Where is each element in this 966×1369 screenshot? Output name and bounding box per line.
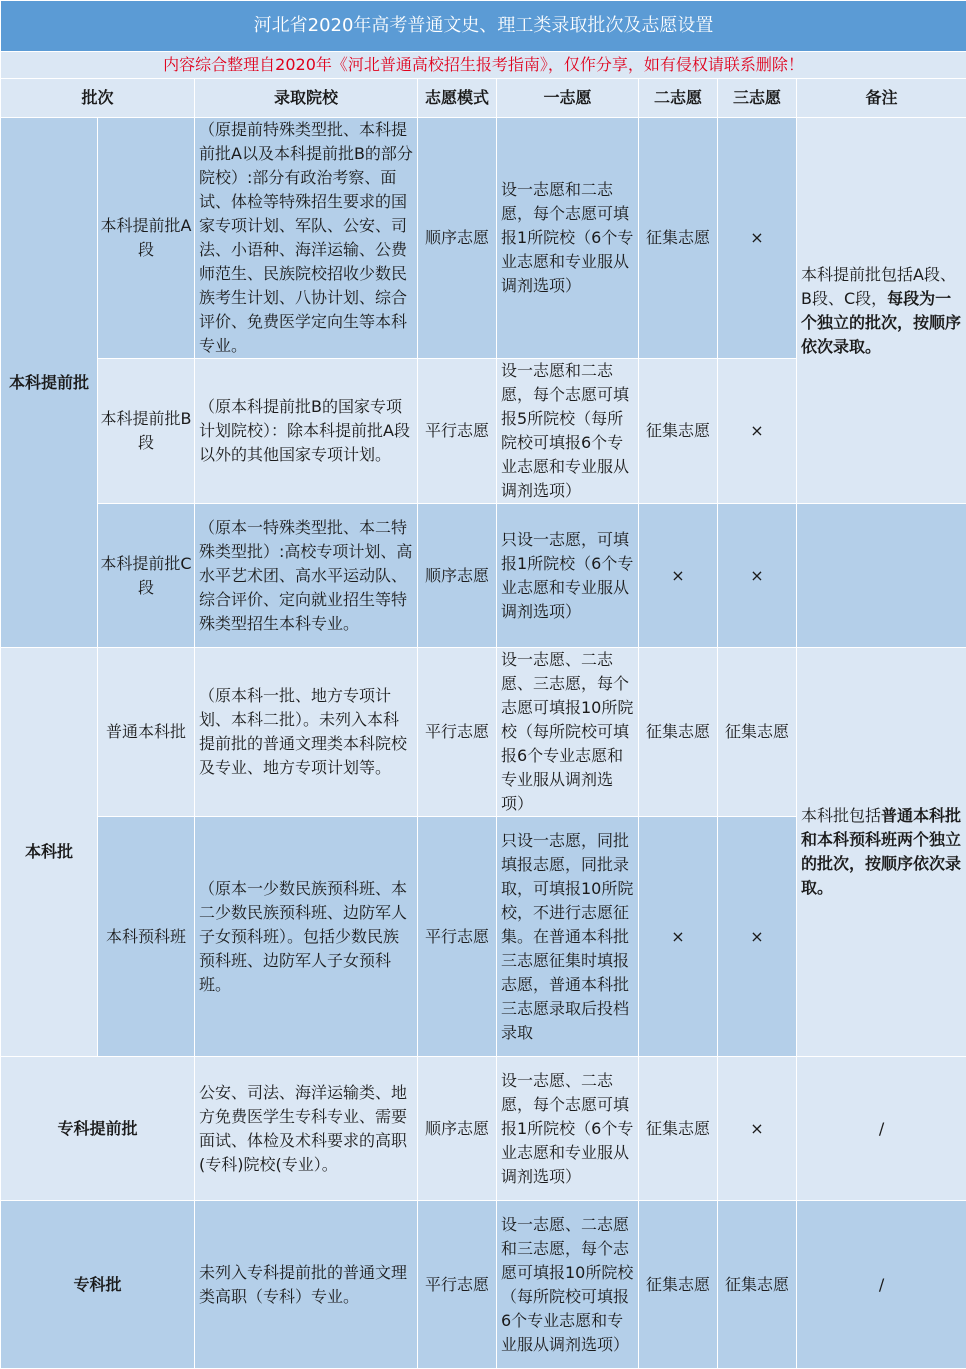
table-row: [1, 648, 966, 817]
first-choice-cell: 设一志愿、二志愿和三志愿，每个志愿可填报10所院校（每所院校可填报6个专业志愿和专业服从调剂选项）: [497, 1201, 639, 1369]
schools-cell: 公安、司法、海洋运输类、地方免费医学生专科专业、需要面试、体检及术科要求的高职(专科)院校(专业）。: [195, 1057, 418, 1201]
source-notice: 内容综合整理自2020年《河北普通高校招生报考指南》，仅作分享，如有侵权请联系删除！: [1, 52, 966, 79]
header-second-choice: 二志愿: [639, 79, 718, 118]
third-choice-cell: ×: [718, 1057, 797, 1201]
mode-cell: 平行志愿: [418, 648, 497, 817]
note-empty-cell: [797, 504, 966, 648]
table-header-row: [1, 79, 966, 118]
third-choice-cell: ×: [718, 359, 797, 504]
third-choice-cell: ×: [718, 817, 797, 1057]
third-choice-cell: 征集志愿: [718, 1201, 797, 1369]
schools-cell: （原本科一批、地方专项计划、本科二批）。未列入本科提前批的普通文理类本科院校及专业、地方专项计划等。: [195, 648, 418, 817]
table-row: [1, 118, 966, 359]
batch-name: 本科提前批: [1, 118, 98, 648]
second-choice-cell: 征集志愿: [639, 118, 718, 359]
header-mode: 志愿模式: [418, 79, 497, 118]
second-choice-cell: 征集志愿: [639, 648, 718, 817]
table-row: [1, 504, 966, 648]
first-choice-cell: 设一志愿和二志愿，每个志愿可填报5所院校（每所院校可填报6个专业志愿和专业服从调剂选项）: [497, 359, 639, 504]
header-schools: 录取院校: [195, 79, 418, 118]
page-title: 河北省2020年高考普通文史、理工类录取批次及志愿设置: [1, 1, 966, 52]
second-choice-cell: 征集志愿: [639, 1057, 718, 1201]
note-text: 本科提前批包括A段、B段、C段，: [801, 265, 956, 308]
note-cell: [797, 648, 966, 1057]
third-choice-cell: ×: [718, 118, 797, 359]
mode-cell: 顺序志愿: [418, 504, 497, 648]
schools-cell: （原提前特殊类型批、本科提前批A以及本科提前批B的部分院校）:部分有政治考察、面试、体检等特殊招生要求的国家专项计划、军队、公安、司法、小语种、海洋运输、公费师范生、民族院校招收少数民族考生计划、八协计划、综合评价、免费医学定向生等本科专业。: [195, 118, 418, 359]
note-bold-text: 普通本科批和本科预科班两个独立的批次，按顺序依次录取。: [801, 806, 961, 897]
schools-cell: （原本一少数民族预科班、本二少数民族预科班、边防军人子女预科班）。包括少数民族预科班、边防军人子女预科班。: [195, 817, 418, 1057]
header-third-choice: 三志愿: [718, 79, 797, 118]
header-note: 备注: [797, 79, 966, 118]
header-batch: 批次: [1, 79, 195, 118]
header-first-choice: 一志愿: [497, 79, 639, 118]
sub-batch-name: 本科提前批C段: [98, 504, 195, 648]
note-cell: /: [797, 1057, 966, 1201]
mode-cell: 平行志愿: [418, 359, 497, 504]
first-choice-cell: 设一志愿和二志愿，每个志愿可填报1所院校（6个专业志愿和专业服从调剂选项）: [497, 118, 639, 359]
sub-batch-name: 本科预科班: [98, 817, 195, 1057]
second-choice-cell: ×: [639, 817, 718, 1057]
second-choice-cell: ×: [639, 504, 718, 648]
schools-cell: （原本一特殊类型批、本二特殊类型批）:高校专项计划、高水平艺术团、高水平运动队、综合评价、定向就业招生等特殊类型招生本科专业。: [195, 504, 418, 648]
first-choice-cell: 设一志愿、二志愿，每个志愿可填报1所院校（6个专业志愿和专业服从调剂选项）: [497, 1057, 639, 1201]
mode-cell: 平行志愿: [418, 1201, 497, 1369]
note-bold-text: 每段为一个独立的批次，按顺序依次录取。: [801, 289, 961, 356]
batch-name: 本科批: [1, 648, 98, 1057]
schools-cell: （原本科提前批B的国家专项计划院校）：除本科提前批A段以外的其他国家专项计划。: [195, 359, 418, 504]
batch-name: 专科提前批: [1, 1057, 195, 1201]
mode-cell: 顺序志愿: [418, 1057, 497, 1201]
first-choice-cell: 设一志愿、二志愿、三志愿，每个志愿可填报10所院校（每所院校可填报6个专业志愿和专业服从调剂选项）: [497, 648, 639, 817]
mode-cell: 顺序志愿: [418, 118, 497, 359]
sub-batch-name: 本科提前批A段: [98, 118, 195, 359]
first-choice-cell: 只设一志愿，同批填报志愿，同批录取，可填报10所院校，不进行志愿征集。在普通本科批三志愿征集时填报志愿，普通本科批三志愿录取后投档录取: [497, 817, 639, 1057]
sub-batch-name: 普通本科批: [98, 648, 195, 817]
first-choice-cell: 只设一志愿，可填报1所院校（6个专业志愿和专业服从调剂选项）: [497, 504, 639, 648]
note-cell: /: [797, 1201, 966, 1369]
mode-cell: 平行志愿: [418, 817, 497, 1057]
third-choice-cell: 征集志愿: [718, 648, 797, 817]
table-row: [1, 1057, 966, 1201]
schools-cell: 未列入专科提前批的普通文理类高职（专科）专业。: [195, 1201, 418, 1369]
table-row: [1, 1201, 966, 1369]
second-choice-cell: 征集志愿: [639, 359, 718, 504]
batch-name: 专科批: [1, 1201, 195, 1369]
note-cell: [797, 118, 966, 504]
note-text: 本科批包括: [801, 806, 881, 825]
sub-batch-name: 本科提前批B段: [98, 359, 195, 504]
second-choice-cell: 征集志愿: [639, 1201, 718, 1369]
third-choice-cell: ×: [718, 504, 797, 648]
